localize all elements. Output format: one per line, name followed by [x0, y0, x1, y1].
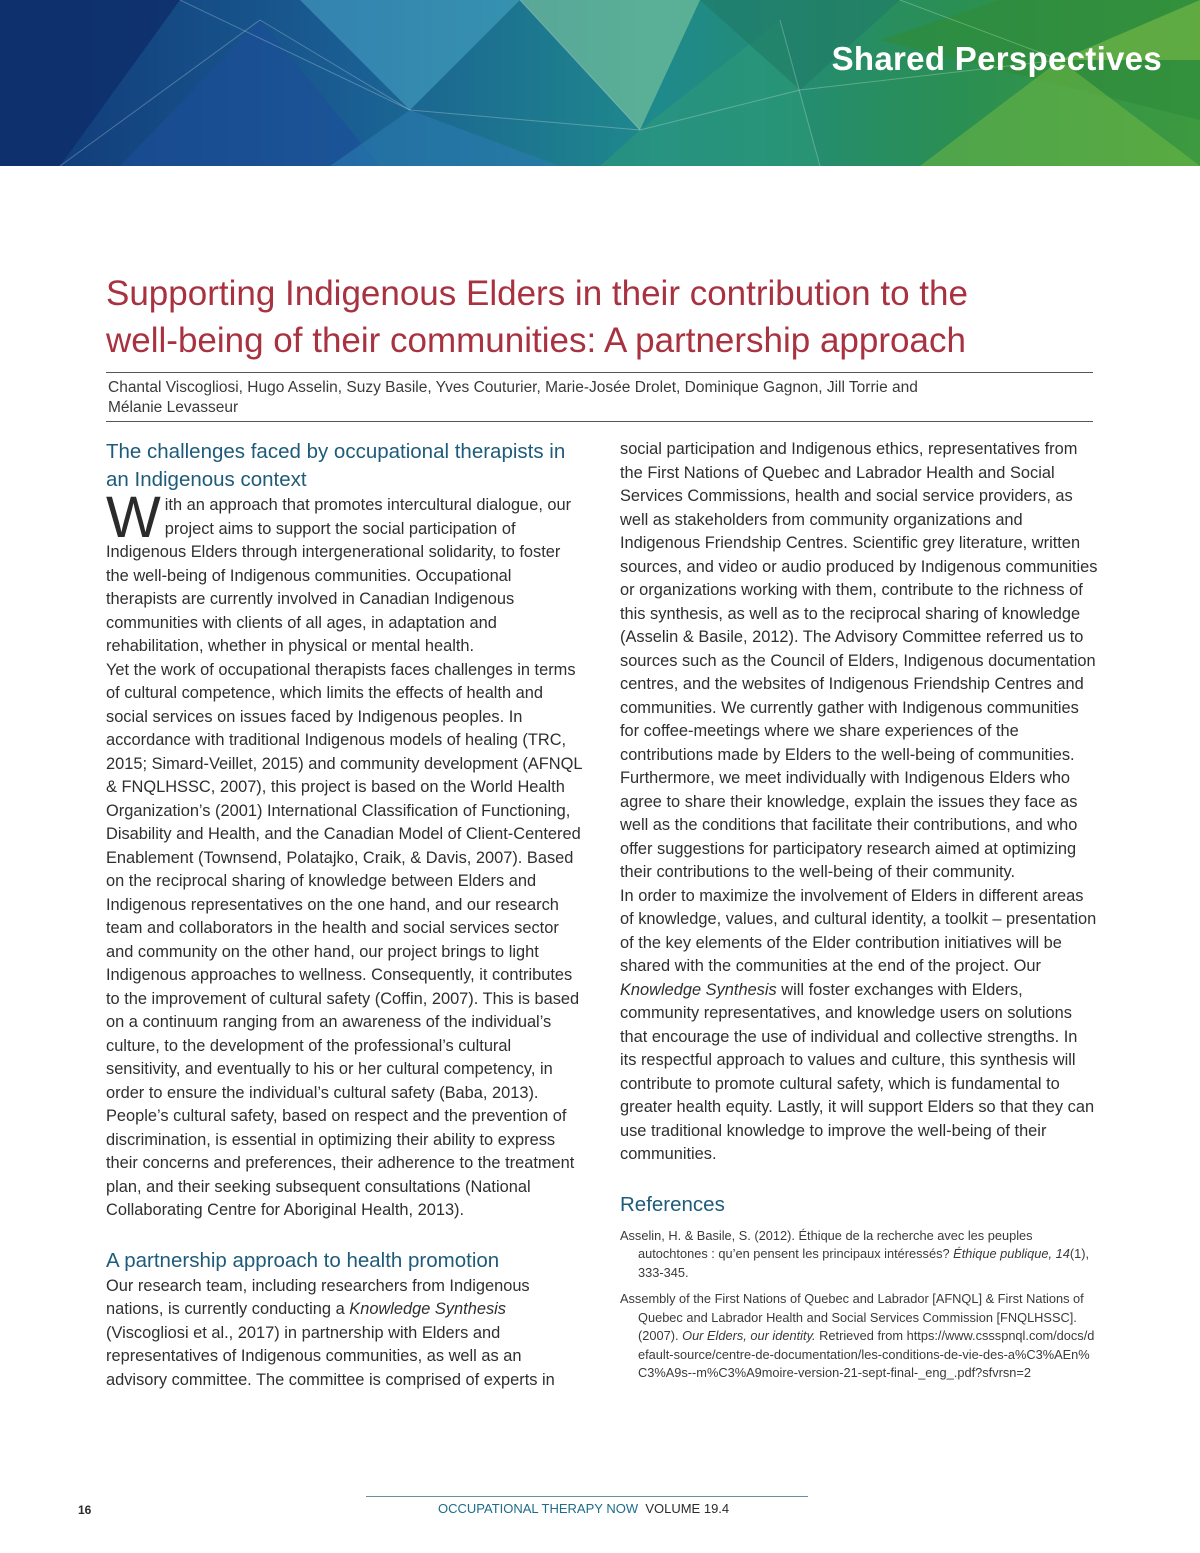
- reference-2-text-a: Assembly of the First Nations of Quebec and Labrador [AFNQL] & First Nations of Quebec and Labrador Health and Social Services Commission [FNQLHSSC]. (2007).: [620, 1291, 1084, 1343]
- footer-divider: [366, 1496, 808, 1497]
- paragraph-partnership-1-text-b: (Viscogliosi et al., 2017) in partnership with Elders and representatives of Indigenous communities, as well as an advisory committee. The committee is comprised of experts in: [106, 1323, 555, 1389]
- paragraph-challenges-2: Yet the work of occupational therapists faces challenges in terms of cultural competence, which limits the effects of health and social services on issues faced by Indigenous peoples. In accordance with traditional Indigenous models of healing (TRC, 2015; Simard-Veillet, 2015) and community development (AFNQL & FNQLHSSC, 2007), this project is based on the World Health Organization’s (2001) International Classification of Functioning, Disability and Health, and the Canadian Model of Client-Centered Enablement (Townsend, Polatajko, Craik, & Davis, 2007). Based on the reciprocal sharing of knowledge between Elders and Indigenous representatives on the one hand, and our research team and collaborators in the health and social services sector and community on the other hand, our project brings to light Indigenous approaches to wellness. Consequently, it contributes to the improvement of cultural safety (Coffin, 2007). This is based on a continuum ranging from an awareness of the individual’s culture, to the development of the professional’s cultural sensitivity, and eventually to his or her cultural competency, in order to ensure the individual’s cultural safety (Baba, 2013). People’s cultural safety, based on respect and the prevention of discrimination, is essential in optimizing their ability to express their concerns and preferences, their adherence to the treatment plan, and their seeking subsequent consultations (National Collaborating Centre for Aboriginal Health, 2013).: [106, 660, 582, 1219]
- banner-geometric-pattern: [0, 0, 1200, 166]
- section-banner-title: Shared Perspectives: [831, 40, 1162, 77]
- section-heading-partnership: A partnership approach to health promotion: [106, 1248, 500, 1272]
- page-number: 16: [78, 1503, 92, 1517]
- knowledge-synthesis-emphasis: Knowledge Synthesis: [349, 1300, 506, 1318]
- reference-2-title: Our Elders, our identity.: [682, 1328, 816, 1343]
- article-title-line-2: well-being of their communities: A partnership approach: [106, 321, 966, 360]
- paragraph-partnership-1-text-a: Our research team, including researchers from Indigenous nations, is currently conducting a: [106, 1276, 530, 1318]
- journal-name: OCCUPATIONAL THERAPY NOW: [438, 1501, 639, 1516]
- authors-divider: [106, 421, 1093, 422]
- reference-item: [620, 1290, 1098, 1383]
- reference-item: [620, 1227, 1098, 1283]
- left-column: [106, 438, 584, 1392]
- reference-1-text-b: (1), 333-345.: [638, 1246, 1090, 1280]
- reference-1-journal: Éthique publique, 14: [953, 1246, 1070, 1261]
- paragraph-challenges-1: [106, 485, 584, 659]
- paragraph-partnership-2-text-a: In order to maximize the involvement of Elders in different areas of knowledge, values, and cultural identity, a toolkit – presentation of the key elements of the Elder contribution initiatives will be shared with the communities at the end of the project. Our: [620, 886, 1097, 975]
- section-heading-references: References: [620, 1192, 725, 1216]
- section-heading-challenges: The challenges faced by occupational therapists in an Indigenous context: [106, 440, 566, 491]
- footer-journal: [438, 1501, 729, 1516]
- paragraph-partnership-1-continued: social participation and Indigenous ethics, representatives from the First Nations of Quebec and Labrador Health and Social Services Commissions, health and social service providers, as well as stakeholders from community organizations and Indigenous Friendship Centres. Scientific grey literature, written sources, and video or audio produced by Indigenous communities or organizations working with them, contribute to the richness of this synthesis, as well as to the reciprocal sharing of knowledge (Asselin & Basile, 2012). The Advisory Committee referred us to sources such as the Council of Elders, Indigenous documentation centres, and the websites of Indigenous Friendship Centres and communities. We currently gather with Indigenous communities for coffee-meetings where we share experiences of the contributions made by Elders to the well-being of communities. Furthermore, we meet individually with Indigenous Elders who agree to share their knowledge, explain the issues they face as well as the conditions that facilitate their contributions, and who offer suggestions for participatory research aimed at optimizing their contributions to the well-being of their community.: [620, 440, 1098, 881]
- reference-2-link[interactable]: Retrieved from https://www.cssspnql.com/docs/default-source/centre-de-documentation/les-conditions-de-vie-des-a%C3%AEn%C3%A9s--m%C3%A9moire-version-21-sept-final-_eng_.pdf?sfvrsn=2: [638, 1328, 1095, 1380]
- journal-volume: VOLUME 19.4: [645, 1501, 730, 1516]
- paragraph-challenges-1-text: ith an approach that promotes intercultural dialogue, our project aims to support the social participation of Indigenous Elders through intergenerational solidarity, to foster the well-being of Indigenous communities. Occupational therapists are currently involved in Canadian Indigenous communities with clients of all ages, in adaptation and rehabilitation, whether in physical or mental health.: [106, 496, 572, 655]
- paragraph-partnership-2: [620, 885, 1098, 1167]
- knowledge-synthesis-emphasis-2: Knowledge Synthesis: [620, 980, 777, 999]
- article-title-line-1: Supporting Indigenous Elders in their contribution to the: [106, 274, 968, 313]
- author-list: [108, 378, 1093, 418]
- article-title: [106, 270, 1066, 364]
- drop-cap: W: [106, 485, 161, 550]
- authors-line-2: Mélanie Levasseur: [108, 399, 239, 416]
- title-divider: [106, 372, 1093, 373]
- paragraph-partnership-1: [106, 1275, 584, 1393]
- paragraph-partnership-2-text-b: will foster exchanges with Elders, community representatives, and knowledge users on solutions that encourage the use of individual and collective strengths. In its respectful approach to values and culture, this synthesis will contribute to promote cultural safety, which is fundamental to greater health equity. Lastly, it will support Elders so that they can use traditional knowledge to improve the well-being of their communities.: [620, 980, 1095, 1163]
- right-column: [620, 438, 1098, 1391]
- authors-line-1: Chantal Viscogliosi, Hugo Asselin, Suzy Basile, Yves Couturier, Marie-Josée Drolet, Dominique Gagnon, Jill Torrie and: [108, 379, 918, 396]
- reference-1-text-a: Asselin, H. & Basile, S. (2012). Éthique de la recherche avec les peuples autochtones : qu’en pensent les principaux intéressés?: [620, 1227, 1033, 1261]
- header-banner: [0, 0, 1200, 166]
